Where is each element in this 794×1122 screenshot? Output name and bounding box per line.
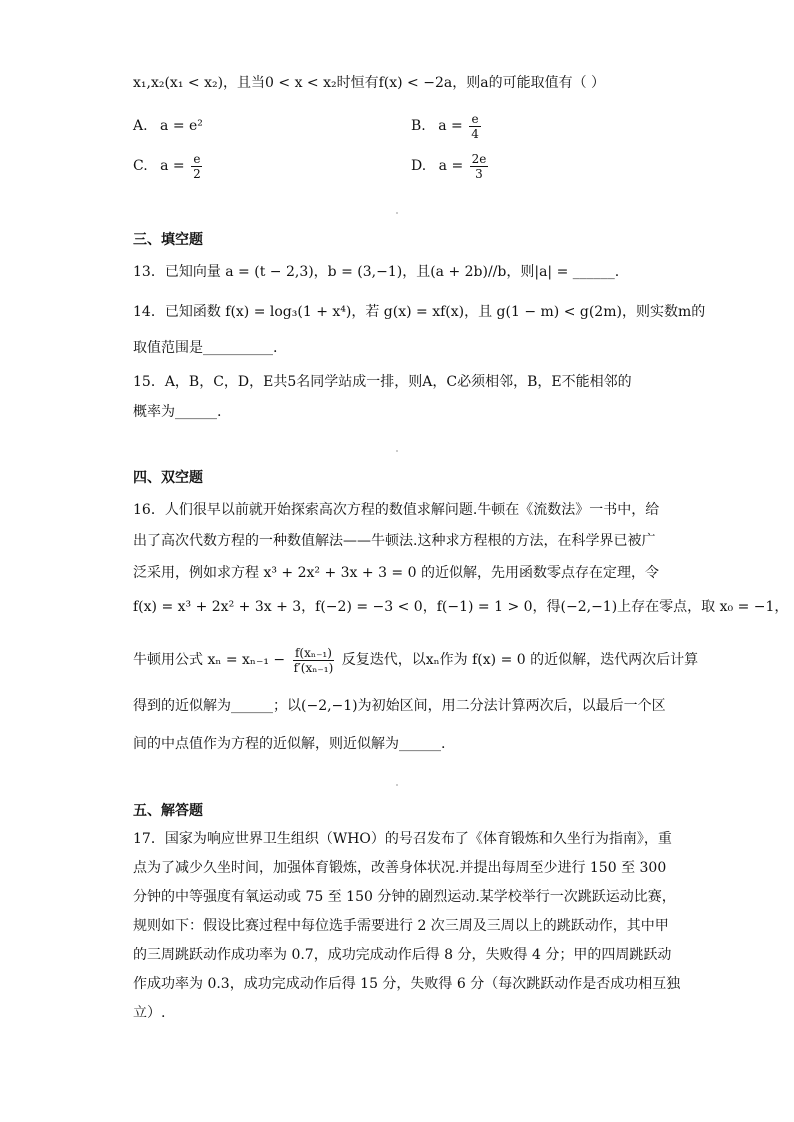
separator-dot [396, 212, 398, 214]
option-label: A. [133, 118, 148, 134]
option-label: D. [411, 158, 427, 174]
question-15-line2: 概率为______. [133, 404, 222, 420]
question-16-line6: 得到的近似解为______；以(−2,−1)为初始区间，用二分法计算两次后，以最后一个区 [133, 698, 666, 714]
option-fraction: $\frac{e}{2}$ [193, 151, 201, 181]
section-title-solution: 五、解答题 [133, 803, 203, 819]
question-13: 13．已知向量 a = (t − 2,3)，b = (3,−1)，且(a + 2b)//b，则|a| = ______. [133, 264, 620, 280]
question-17-line2: 点为了减少久坐时间，加强体育锻炼，改善身体状况.并提出每周至少进行 150 至 300 [133, 860, 667, 876]
question-16-line7: 间的中点值作为方程的近似解，则近似解为______. [133, 736, 446, 752]
formula-prefix: 牛顿用公式 xₙ = xₙ₋₁ − [133, 652, 286, 668]
q12-stem-tail: x₁,x₂(x₁ < x₂)，且当0 < x < x₂时恒有f(x) < −2a，则a的可能取值有（ ） [133, 75, 606, 91]
question-16-line4: f(x) = x³ + 2x² + 3x + 3，f(−2) = −3 < 0，f(−1) = 1 > 0，得(−2,−1)上存在零点，取 x₀ = −1， [133, 599, 789, 615]
question-17-line1: 17．国家为响应世界卫生组织（WHO）的号召发布了《体育锻炼和久坐行为指南》，重 [133, 831, 672, 847]
q12-option-b [411, 110, 483, 142]
section-title-fill-blank: 三、填空题 [133, 232, 203, 248]
question-17-line6: 作成功率为 0.3，成功完成动作后得 15 分，失败得 6 分（每次跳跃动作是否成功相互独 [133, 976, 681, 992]
question-17-line4: 规则如下：假设比赛过程中每位选手需要进行 2 次三周及三周以上的跳跃动作，其中甲 [133, 918, 669, 934]
question-16-line1: 16．人们很早以前就开始探索高次方程的数值求解问题.牛顿在《流数法》一书中，给 [133, 502, 660, 518]
question-16-line2: 出了高次代数方程的一种数值解法——牛顿法.这种求方程根的方法，在科学界已被广 [133, 533, 656, 549]
section-title-double-blank: 四、双空题 [133, 470, 203, 486]
newton-fraction: $\frac{\text{f(xₙ₋₁)}}{\text{f′(xₙ₋₁)}}$ [293, 645, 334, 675]
option-lhs: a = [438, 158, 464, 174]
separator-dot [396, 784, 398, 786]
q12-option-a [133, 116, 203, 136]
question-16-line3: 泛采用，例如求方程 x³ + 2x² + 3x + 3 = 0 的近似解，先用函数零点存在定理，令 [133, 565, 659, 581]
option-lhs: a = [438, 118, 463, 134]
question-17-line7: 立）. [133, 1005, 166, 1021]
option-label: C. [133, 158, 148, 174]
option-label: B. [411, 118, 426, 134]
formula-suffix: 反复迭代，以xₙ作为 f(x) = 0 的近似解，迭代两次后计算 [341, 652, 699, 668]
option-text: a = e² [160, 118, 203, 134]
separator-dot [396, 450, 398, 452]
option-fraction: $\frac{2e}{3}$ [471, 151, 487, 181]
q12-option-c [133, 150, 205, 182]
question-15-line1: 15．A，B，C，D，E共5名同学站成一排，则A，C必须相邻，B，E不能相邻的 [133, 374, 632, 390]
option-fraction: $\frac{e}{4}$ [471, 111, 479, 141]
question-16-line5 [133, 640, 698, 680]
question-14-line2: 取值范围是__________. [133, 340, 278, 356]
q12-option-d [411, 150, 490, 182]
question-17-line5: 的三周跳跃动作成功率为 0.7，成功完成动作后得 8 分，失败得 4 分；甲的四周跳跃动 [133, 947, 672, 963]
question-14-line1: 14．已知函数 f(x) = log₃(1 + x⁴)，若 g(x) = xf(x)，且 g(1 − m) < g(2m)，则实数m的 [133, 304, 706, 320]
question-17-line3: 分钟的中等强度有氧运动或 75 至 150 分钟的剧烈运动.某学校举行一次跳跃运动比赛， [133, 889, 676, 905]
option-lhs: a = [160, 158, 185, 174]
